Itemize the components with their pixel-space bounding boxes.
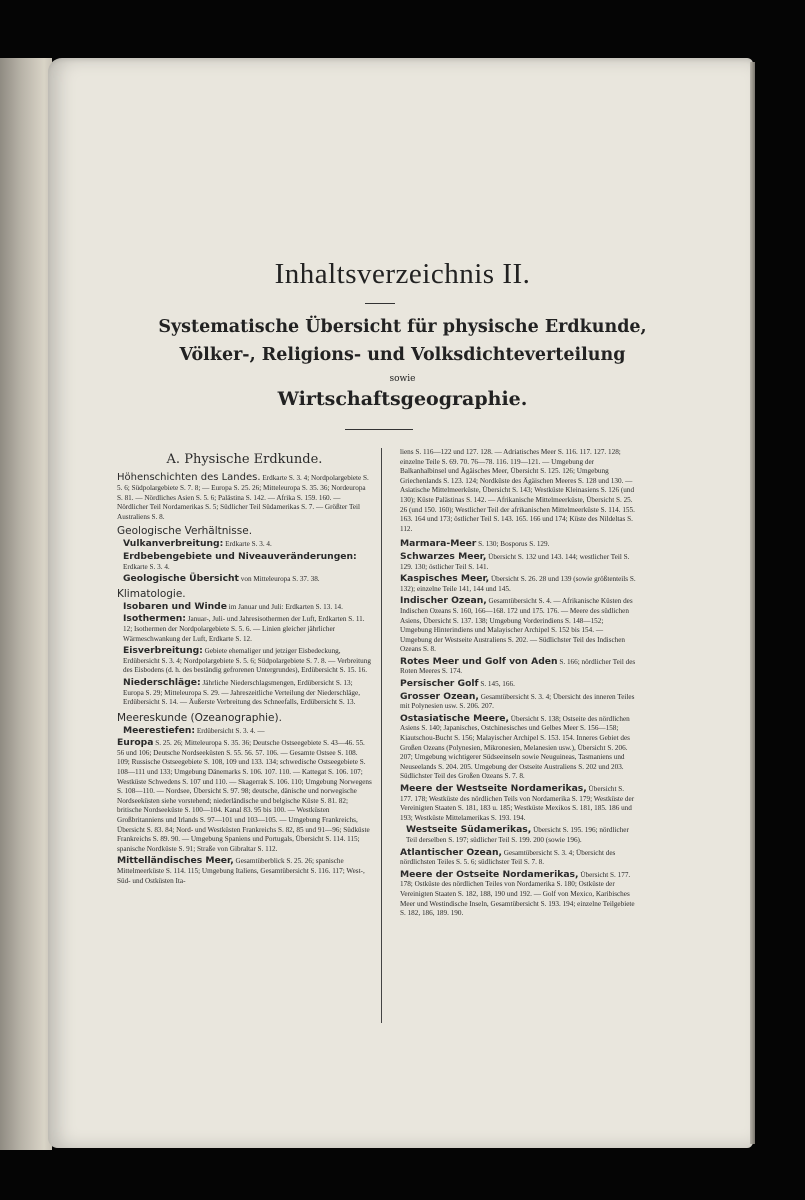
entry-text: liens S. 116—122 und 127. 128. — Adriatisches Meer S. 116. 117. 127. 128; einzelne Teile S. 69. 70. 76—78. 116. 119—121. — Umgebung der Balkanhalbinsel und Ägäisches Meer, Übersicht S. 125. 126; Umgebung Griechenlands S. 123. 124; Nordküste des Ägäischen Meeres S. 128 und 130. — Asiatische Mittelmeerküste, Übersicht S. 143; Westküste Kleinasiens S. 126 (und 130); Küste Palästinas S. 142. — Afrikanische Mittelmeerküste, Übersicht S. 25. 26 (und 150. 160); Westlicher Teil der afrikanischen Mittelmeerküste S. 114. 155. 163. 164 und 173; östlicher Teil S. 143. 165. 166 und 174; Küste des Nildeltas S. 112. — [400, 448, 635, 533]
entry-heading: Isobaren und Winde — [123, 600, 227, 612]
entry-text: S. 166; nördlicher Teil des Roten Meeres S. 174. — [400, 657, 636, 676]
page-stack-edge — [750, 62, 755, 1144]
subtitle-line-2: Völker-, Religions- und Volksdichteverteilung — [179, 345, 626, 365]
entry-heading: Niederschläge: — [123, 676, 201, 688]
entry-heading: Grosser Ozean, — [400, 690, 479, 702]
entry-heading: Rotes Meer und Golf von Aden — [400, 655, 558, 667]
index-entry — [400, 551, 636, 572]
index-entry — [400, 595, 636, 655]
entry-text: Gesamtübersicht S. 3. 4; Übersicht des nördlichsten Teiles S. 5. 6; südlichster Teil S. 7. 8. — [400, 848, 616, 867]
index-entry — [117, 538, 372, 550]
entry-text: Übersicht S. 138; Ostseite des nördlichen Asiens S. 140; Japanisches, Ostchinesisches und Gelbes Meer S. 156—158; Kiautschou-Bucht S. 156; Malayischer Archipel S. 153. 154. Inneres Gebiet des Großen Ozeans (Polynesien, Mikronesien, Melanesien usw.), Übersicht S. 206. 207; Umgebung wichtigerer Südseeinseln sowie Neuguineas, Tasmaniens und Neuseelands S. 204. 205. Umgebung der Ostseite Australiens S. 202 und 203. Südlichster Teil des Großen Ozeans S. 7. 8. — [400, 714, 630, 781]
entry-text: Übersicht S. 26. 28 und 139 (sowie größtenteils S. 132); einzelne Teile 141, 144 und 145. — [400, 575, 636, 593]
entry-text: Gesamtübersicht S. 4. — Afrikanische Küsten des Indischen Ozeans S. 160, 166—168. 172 und 175. 176. — Meere des südlichen Asiens, Übersicht S. 137. 138; Umgebung Vorderindiens S. 148—152; Umgebung Hinterindiens und Malayischer Archipel S. 152 bis 154. — Umgebung der Westseite Australiens S. 202. — Südlichster Teil des Indischen Ozeans S. 8. — [400, 597, 633, 654]
entry-heading: Persischer Golf — [400, 678, 479, 690]
index-entry — [117, 737, 372, 854]
entry-text: Übersicht S. 132 und 143. 144; westlicher Teil S. 129. 130; östlicher Teil S. 141. — [400, 552, 630, 571]
entry-heading: Isothermen: — [123, 613, 186, 625]
entry-text: S. 130; Bosporus S. 129. — [478, 540, 550, 549]
entry-text: Gesamtübersicht S. 3. 4; Übersicht des inneren Teiles mit Polynesien usw. S. 206. 207. — [400, 692, 635, 711]
entry-heading: Vulkanverbreitung: — [123, 538, 224, 550]
page-title: Inhaltsverzeichnis II. — [274, 258, 531, 290]
header-divider — [345, 429, 413, 430]
entry-text: im Januar und Juli: Erdkarten S. 13. 14. — [228, 602, 343, 611]
entry-text: Übersicht S. 177. 178; Westküste des nördlichen Teils von Nordamerika S. 179; Westküste der Vereinigten Staaten S. 181, 183 u. 185; Westküste Mexikos S. 181, 185. 186 und 193; Westküste Mittelamerikas S. 193. 194. — [400, 785, 635, 822]
entry-text: von Mitteleuropa S. 37. 38. — [240, 575, 320, 584]
entry-heading: Mittelländisches Meer, — [117, 855, 234, 867]
index-entry — [117, 601, 372, 613]
section-heading: A. Physische Erdkunde. — [166, 452, 323, 467]
entry-heading: Meerestiefen: — [123, 724, 196, 736]
index-entry — [400, 783, 636, 823]
entry-text: Januar-, Juli- und Jahresisothermen der Luft, Erdkarten S. 11. 12; Isothermen der Nordpolargebiete S. 5. 6. — Linien gleicher jährlicher Wärmeschwankung der Luft, Erdkarte S. 12. — [123, 615, 365, 643]
index-entry — [400, 573, 636, 594]
entry-heading: Westseite Südamerikas, — [406, 824, 532, 836]
index-entry — [400, 678, 636, 690]
previous-page-edge — [0, 58, 52, 1150]
index-entry — [117, 613, 372, 644]
entry-text: Übersicht S. 195. 196; nördlicher Teil derselben S. 197; südlicher Teil S. 199. 200 (sowie 196). — [406, 826, 629, 844]
entry-heading: Europa — [117, 737, 154, 749]
entry-text: Übersicht S. 177. 178; Ostküste des nördlichen Teiles von Nordamerika S. 180; Ostküste der Vereinigten Staaten S. 182, 188, 190 und 192. — Golf von Mexico, Karibisches Meer und Westindische Inseln, Gesamtübersicht S. 193. 194; einzelne Teilgebiete S. 182, 186, 189. 190. — [400, 870, 635, 918]
index-entry — [400, 713, 636, 782]
entry-heading: Kaspisches Meer, — [400, 573, 490, 585]
entry-heading: Geologische Übersicht — [123, 573, 239, 585]
entry-heading: Ostasiatische Meere, — [400, 712, 509, 724]
index-entry — [400, 847, 636, 868]
index-entry — [400, 538, 636, 550]
entry-text: S. 25. 26; Mitteleuropa S. 35. 36; Deutsche Ostseegebiete S. 43—46. 55. 56 und 106; Deutsche Nordseeküsten S. 55. 56. 57. 106. — Gesamte Ostsee S. 108. 109; Russische Ostseegebiete S. 108, 109 und 133. 134; schwedische Ostseegebiete S. 108—111 und 133; Umgebung Dänemarks S. 106. 107. 110. — Kattegat S. 106. 107; Westküste Schwedens S. 107 und 110. — Skagerrak S. 106. 110; Umgebung Norwegens S. 108—110. — Nordsee, Übersicht S. 97. 98; deutsche, dänische und norwegische Nordseeküsten siehe vorstehend; niederländische und belgische Küste S. 81. 82; britische Nordseeküste S. 100—104. Kanal 83. 95 bis 100. — Westküsten Großbritanniens und Irlands S. 97—101 und 103—105. — Umgebung Frankreichs, Übersicht S. 83. 84; Nord- und Westküsten Frankreichs S. 82, 85 und 91—96; Südküste Frankreichs S. 89. 90. — Umgebung Spaniens und Portugals, Übersicht S. 114. 115; spanische Nordküste S. 91; Straße von Gibraltar S. 112. — [117, 739, 372, 853]
entry-text: Gebiete ehemaliger und jetziger Eisbedeckung, Erdübersicht S. 3. 4; Nordpolargebiete S. 5. 6; Südpolargebiete S. 7. 8. — Verbreitung des Eisbodens (d. h. des beständig gefrorenen Untergrundes), Erdübersicht S. 15. 16. — [123, 647, 371, 675]
left-column — [117, 448, 372, 887]
group-heading: Geologische Verhältnisse. — [117, 525, 253, 538]
entry-heading: Meere der Westseite Nordamerikas, — [400, 783, 587, 794]
index-entry — [117, 725, 372, 737]
entry-heading: Schwarzes Meer, — [400, 550, 487, 562]
entry-heading: Meere der Ostseite Nordamerikas, — [400, 868, 579, 880]
subtitle-sowie: sowie — [389, 374, 416, 384]
index-entry — [117, 855, 372, 886]
index-entry — [400, 691, 636, 712]
title-divider — [365, 303, 395, 304]
entry-heading: Erdbebengebiete und Niveauveränderungen: — [123, 550, 357, 562]
entry-heading: Marmara-Meer — [400, 538, 477, 550]
entry-heading: Indischer Ozean, — [400, 595, 487, 607]
entry-text: Erdkarte S. 3. 4. — [225, 540, 272, 549]
entry-heading: Höhenschichten des Landes. — [117, 472, 261, 483]
group-heading: Meereskunde (Ozeanographie). — [117, 711, 282, 724]
index-entry — [400, 656, 636, 677]
index-entry — [117, 677, 372, 708]
entry-text: Erdkarte S. 3. 4. — [123, 562, 170, 571]
index-entry — [117, 472, 372, 522]
subtitle-line-3: Wirtschaftsgeographie. — [277, 388, 528, 410]
right-column — [400, 448, 636, 920]
entry-text: Gesamtüberblick S. 25. 26; spanische Mittelmeerküste S. 114. 115; Umgebung Italiens, Gesamtübersicht S. 116. 117; West-, Süd- und Ostküsten Ita- — [117, 857, 365, 885]
index-entry — [117, 573, 372, 585]
subtitle-line-1: Systematische Übersicht für physische Erdkunde, — [158, 317, 647, 337]
index-entry — [400, 824, 636, 845]
entry-heading: Atlantischer Ozean, — [400, 846, 502, 858]
index-entry — [117, 645, 372, 676]
index-entry — [117, 551, 372, 572]
entry-text: Jährliche Niederschlagsmengen, Erdübersicht S. 13; Europa S. 29; Mitteleuropa S. 29. — Jahreszeitliche Verteilung der Niederschläge, Erdübersicht S. 14. — Äußerste Verbreitung des Schneefalls, Erdübersicht S. 13. — [123, 678, 360, 707]
entry-text: S. 145, 166. — [480, 680, 515, 689]
index-entry — [400, 869, 636, 919]
entry-text: Erdübersicht S. 3. 4. — — [196, 726, 265, 735]
group-heading: Klimatologie. — [117, 587, 186, 600]
index-entry — [400, 448, 636, 534]
entry-text: Erdkarte S. 3. 4; Nordpolargebiete S. 5. 6; Südpolargebiete S. 7. 8; — Europa S. 25. 26; Mitteleuropa S. 35. 36; Nordeuropa S. 81. — Nördliches Asien S. 5. 6; Palästina S. 142. — Afrika S. 159. 160. — Nördlicher Teil Nordamerikas S. 5; Südlicher Teil Südamerikas S. 7. — Größter Teil Australiens S. 8. — [117, 474, 369, 521]
entry-heading: Eisverbreitung: — [123, 645, 203, 657]
column-divider — [381, 448, 382, 1023]
